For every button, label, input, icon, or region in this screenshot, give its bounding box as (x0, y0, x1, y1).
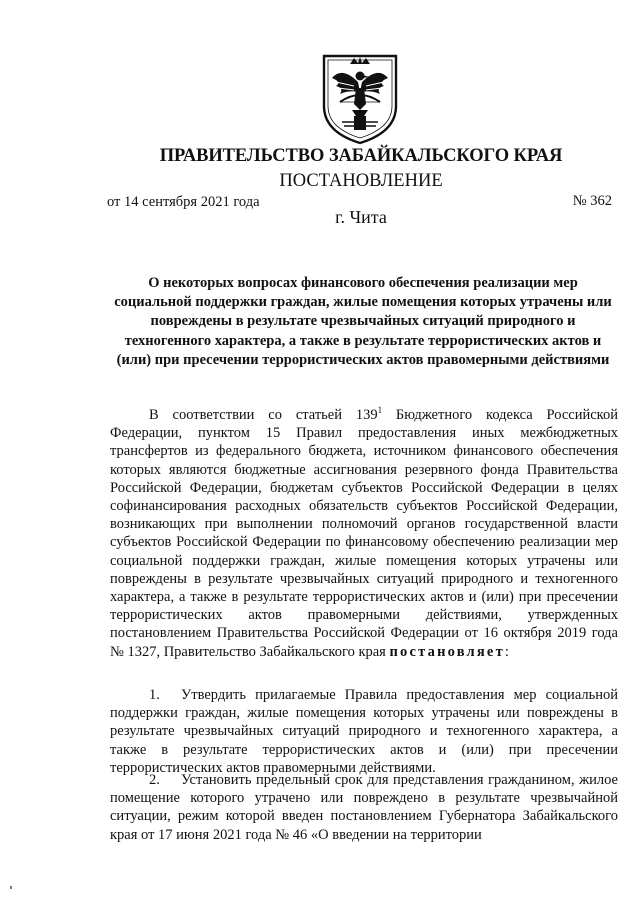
preamble-text-part1: В соответствии со статьей 139 (149, 407, 378, 423)
preamble-paragraph (110, 406, 618, 661)
item-number: 1. (149, 687, 160, 703)
decree-word: постановляет (389, 643, 505, 660)
coat-of-arms-emblem (318, 52, 402, 146)
document-subject: О некоторых вопросах финансового обеспечения реализации мер социальной поддержки граждан, жилые помещения которых утрачены или повреждены в результате чрезвычайных ситуаций природного и техногенного характера, а также в результате террористических актов и (или) при пресечении террористических актов правомерными действиями (114, 275, 612, 368)
document-city: г. Чита (335, 207, 387, 227)
list-item (110, 686, 618, 777)
government-title: ПРАВИТЕЛЬСТВО ЗАБАЙКАЛЬСКОГО КРАЯ (159, 146, 563, 166)
document-number: № 362 (572, 193, 612, 209)
document-date: от 14 сентября 2021 года (107, 194, 260, 210)
item-text: Установить предельный срок для представления гражданином, жилое помещение которого утрачено или повреждено в результате чрезвычайной ситуации, режим которой введен постановлением Губернатора Забайкальского края от 17 июня 2021 года № 46 «О введении на территории (110, 772, 618, 843)
scan-mark (10, 886, 12, 889)
document-type: ПОСТАНОВЛЕНИЕ (279, 171, 443, 191)
item-text: Утвердить прилагаемые Правила предоставления мер социальной поддержки граждан, жилые помещения которых утрачены или повреждены в результате чрезвычайных ситуаций природного и техногенного характера, а также в результате террористических актов и (или) при пресечении террористических актов правомерными действиями. (110, 687, 618, 776)
preamble-end: : (504, 643, 509, 660)
preamble-text-part2: Бюджетного кодекса Российской Федерации, пунктом 15 Правил предоставления иных межбюджетных трансфертов из федерального бюджета, источником финансового обеспечения которых являются бюджетные ассигнования резервного фонда Правительства Российской Федерации, бюджетам субъектов Российской Федерации в целях софинансирования расходных обязательств субъектов Российской Федерации, возникающих при выполнении полномочий органов государственной власти субъектов Российской Федерации по финансовому обеспечению реализации мер социальной поддержки граждан, жилые помещения которых утрачены или повреждены в результате чрезвычайных ситуаций природного и техногенного характера, а также в результате террористических актов и (или) при пресечении террористических актов правомерными действиями, утвержденных постановлением Правительства Российской Федерации от 16 октября 2019 года № 1327, Правительство Забайкальского края (110, 407, 618, 660)
item-number: 2. (149, 772, 160, 788)
list-item (110, 771, 618, 844)
preamble-superscript: 1 (377, 405, 383, 416)
